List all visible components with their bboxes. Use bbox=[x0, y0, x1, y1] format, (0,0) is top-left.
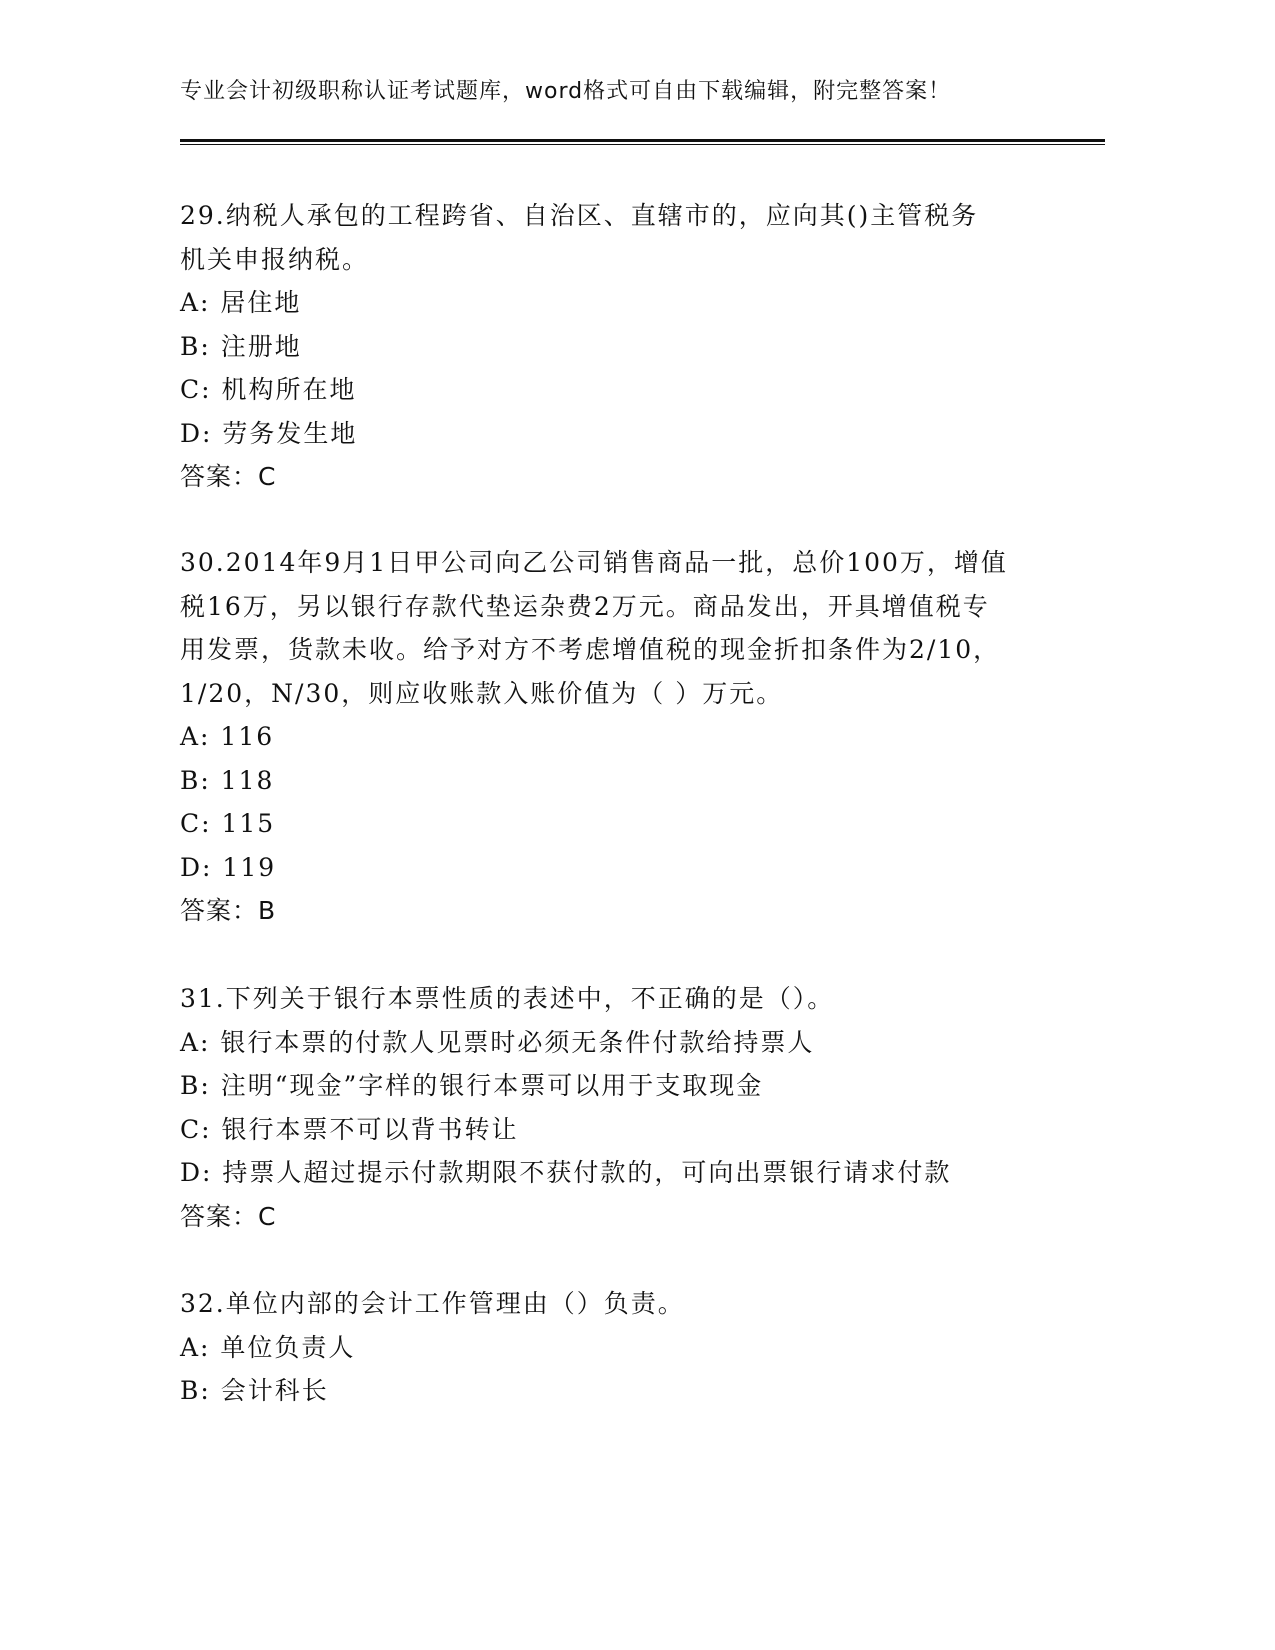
question-30 bbox=[180, 541, 1050, 933]
option-a: A: 116 bbox=[180, 722, 275, 751]
question-stem-line: 用发票，货款未收。给予对方不考虑增值税的现金折扣条件为2/10， bbox=[180, 635, 1001, 664]
question-stem-line: 机关申报纳税。 bbox=[180, 244, 370, 274]
question-stem-line: 1/20，N/30，则应收账款入账价值为（ ）万元。 bbox=[180, 678, 784, 708]
option-d: D: 劳务发生地 bbox=[180, 418, 358, 448]
option-b: B: 注册地 bbox=[180, 331, 302, 361]
answer-line: 答案：C bbox=[180, 1201, 277, 1231]
option-c: C: 银行本票不可以背书转让 bbox=[180, 1114, 519, 1144]
question-31 bbox=[180, 977, 1050, 1238]
question-stem-line: 30.2014年9月1日甲公司向乙公司销售商品一批，总价100万，增值 bbox=[180, 548, 1008, 577]
question-29 bbox=[180, 194, 1050, 499]
option-d: D: 持票人超过提示付款期限不获付款的，可向出票银行请求付款 bbox=[180, 1158, 952, 1187]
option-c: C: 115 bbox=[180, 809, 276, 838]
option-a: A: 银行本票的付款人见票时必须无条件付款给持票人 bbox=[180, 1027, 815, 1057]
option-b: B: 注明“现金”字样的银行本票可以用于支取现金 bbox=[180, 1071, 764, 1100]
question-stem-line: 29.纳税人承包的工程跨省、自治区、直辖市的，应向其()主管税务 bbox=[180, 201, 979, 230]
option-b: B: 118 bbox=[180, 765, 275, 795]
answer-line: 答案：B bbox=[180, 896, 277, 925]
option-a: A: 单位负责人 bbox=[180, 1332, 356, 1362]
question-32 bbox=[180, 1282, 1050, 1413]
option-d: D: 119 bbox=[180, 852, 277, 882]
page-header: 专业会计初级职称认证考试题库，word格式可自由下载编辑，附完整答案！ bbox=[180, 79, 952, 104]
question-stem-line: 31.下列关于银行本票性质的表述中，不正确的是（）。 bbox=[180, 984, 835, 1013]
option-a: A: 居住地 bbox=[180, 288, 302, 317]
question-stem-line: 32.单位内部的会计工作管理由（）负责。 bbox=[180, 1289, 685, 1318]
header-divider bbox=[180, 139, 1105, 142]
answer-line: 答案：C bbox=[180, 462, 277, 491]
question-stem-line: 税16万，另以银行存款代垫运杂费2万元。商品发出，开具增值税专 bbox=[180, 591, 990, 621]
option-b: B: 会计科长 bbox=[180, 1376, 329, 1405]
header-divider-thin bbox=[180, 144, 1105, 145]
option-c: C: 机构所在地 bbox=[180, 375, 357, 404]
